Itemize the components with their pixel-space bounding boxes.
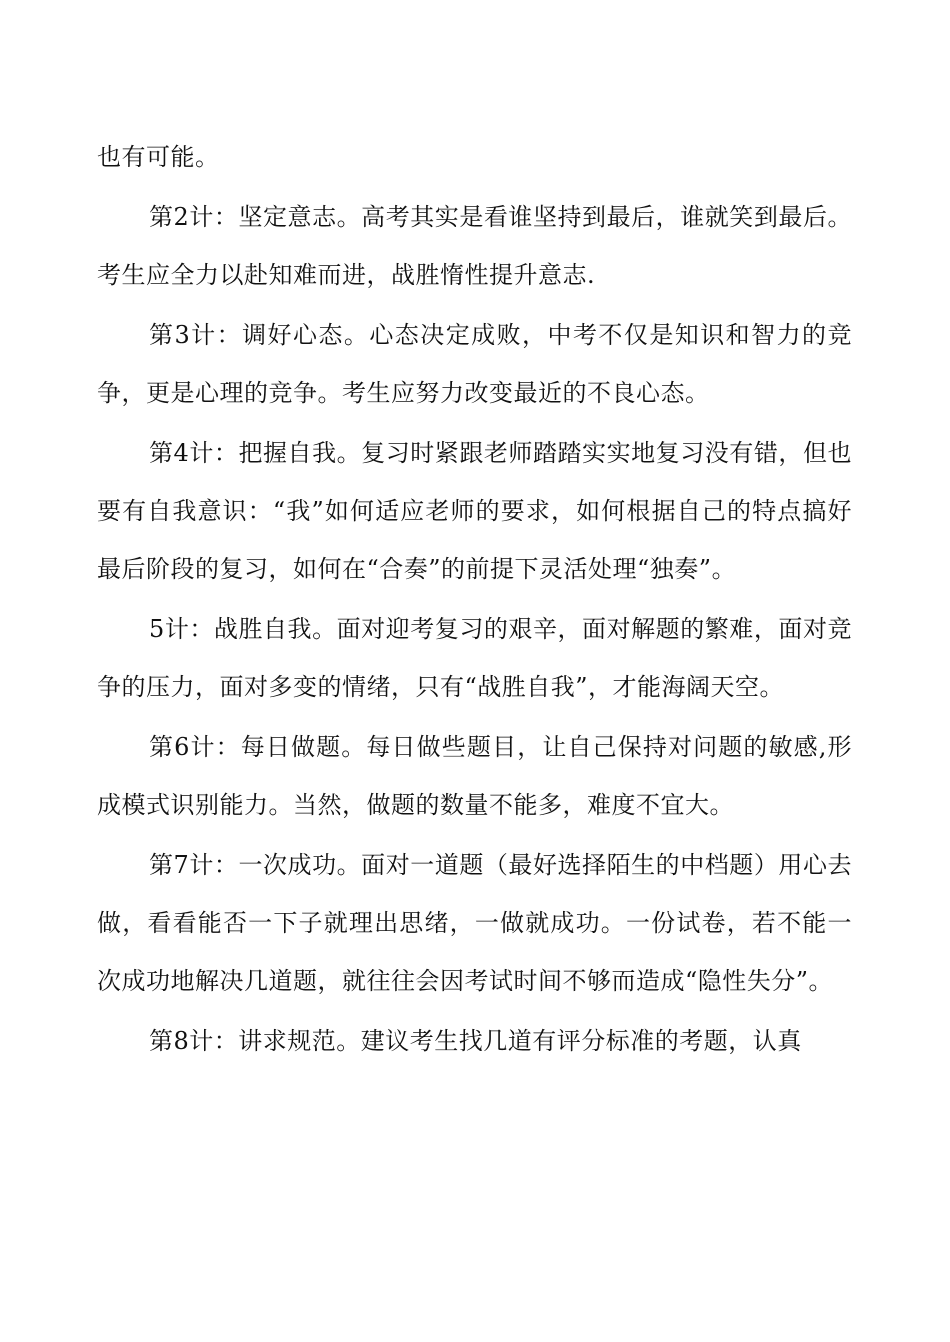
paragraph-tip-4: 第4计：把握自我。复习时紧跟老师踏踏实实地复习没有错，但也要有自我意识：“我”如何适应老师的要求，如何根据自己的特点搞好最后阶段的复习，如何在“合奏”的前提下灵活处理“独奏”。	[97, 439, 852, 583]
paragraph-tip-8: 第8计：讲求规范。建议考生找几道有评分标准的考题，认真	[149, 1027, 802, 1055]
paragraph-tip-5: 5计：战胜自我。面对迎考复习的艰辛，面对解题的繁难，面对竞争的压力，面对多变的情绪，只有“战胜自我”，才能海阔天空。	[97, 615, 852, 701]
paragraph-tip-3: 第3计：调好心态。心态决定成败，中考不仅是知识和智力的竞争，更是心理的竞争。考生应努力改变最近的不良心态。	[97, 321, 852, 407]
paragraph-tip-7: 第7计：一次成功。面对一道题（最好选择陌生的中档题）用心去做，看看能否一下子就理出思绪，一做就成功。一份试卷，若不能一次成功地解决几道题，就往往会因考试时间不够而造成“隐性失分”。	[97, 851, 852, 995]
paragraph-continuation: 也有可能。	[97, 143, 220, 171]
paragraph-tip-6: 第6计：每日做题。每日做些题目，让自己保持对问题的敏感,形成模式识别能力。当然，做题的数量不能多，难度不宜大。	[97, 733, 852, 819]
paragraph-tip-2: 第2计：坚定意志。高考其实是看谁坚持到最后，谁就笑到最后。考生应全力以赴知难而进，战胜惰性提升意志.	[97, 203, 852, 289]
document-body	[97, 128, 852, 1072]
